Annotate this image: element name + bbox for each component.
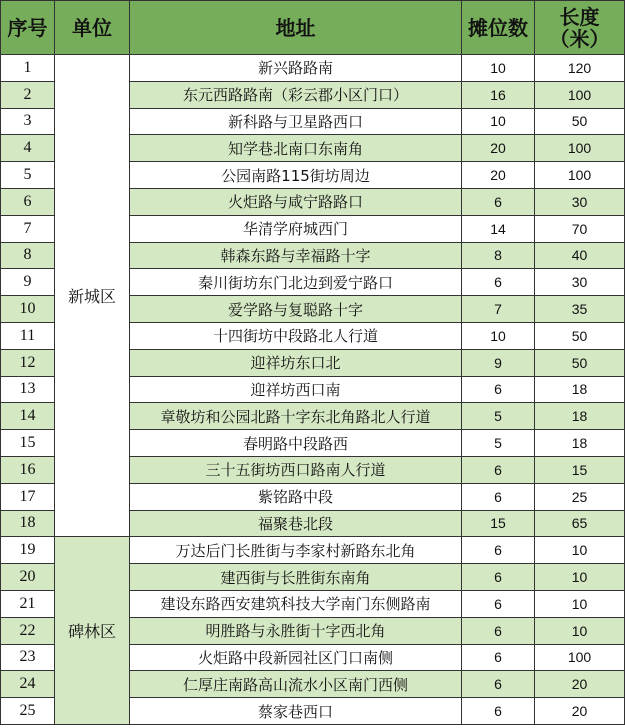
- index-cell: 7: [1, 216, 55, 243]
- index-cell: 21: [1, 591, 55, 618]
- header-stall-count: 摊位数: [462, 1, 535, 55]
- stall-count-cell: 6: [462, 269, 535, 296]
- unit-cell: 碑林区: [55, 537, 130, 725]
- index-cell: 6: [1, 189, 55, 216]
- length-cell: 30: [535, 269, 625, 296]
- length-cell: 18: [535, 430, 625, 457]
- address-cell: 迎祥坊西口南: [130, 377, 462, 404]
- index-cell: 3: [1, 109, 55, 136]
- length-cell: 30: [535, 189, 625, 216]
- length-cell: 10: [535, 537, 625, 564]
- stall-count-cell: 9: [462, 350, 535, 377]
- address-cell: 东元西路路南（彩云郡小区门口）: [130, 82, 462, 109]
- index-cell: 15: [1, 430, 55, 457]
- index-cell: 1: [1, 55, 55, 82]
- length-cell: 18: [535, 403, 625, 430]
- address-cell: 紫铭路中段: [130, 484, 462, 511]
- stall-count-cell: 10: [462, 109, 535, 136]
- index-cell: 5: [1, 162, 55, 189]
- length-cell: 10: [535, 564, 625, 591]
- stall-count-cell: 6: [462, 671, 535, 698]
- header-length: [535, 1, 625, 55]
- address-cell: 三十五街坊西口路南人行道: [130, 457, 462, 484]
- address-cell: 迎祥坊东口北: [130, 350, 462, 377]
- stall-count-cell: 15: [462, 511, 535, 538]
- length-cell: 100: [535, 645, 625, 672]
- stall-count-cell: 20: [462, 135, 535, 162]
- length-cell: 120: [535, 55, 625, 82]
- index-cell: 10: [1, 296, 55, 323]
- address-cell: 福聚巷北段: [130, 511, 462, 538]
- stall-count-cell: 16: [462, 82, 535, 109]
- length-cell: 50: [535, 323, 625, 350]
- address-cell: 秦川街坊东门北边到爱宁路口: [130, 269, 462, 296]
- header-length-label: 长度: [559, 4, 600, 29]
- index-cell: 2: [1, 82, 55, 109]
- length-cell: 100: [535, 82, 625, 109]
- address-cell: 韩森东路与幸福路十字: [130, 243, 462, 270]
- length-cell: 20: [535, 671, 625, 698]
- length-cell: 20: [535, 698, 625, 725]
- address-cell: 华清学府城西门: [130, 216, 462, 243]
- length-cell: 35: [535, 296, 625, 323]
- length-cell: 18: [535, 377, 625, 404]
- stall-count-cell: 6: [462, 457, 535, 484]
- address-cell: 章敬坊和公园北路十字东北角路北人行道: [130, 403, 462, 430]
- index-cell: 11: [1, 323, 55, 350]
- index-cell: 22: [1, 618, 55, 645]
- length-cell: 25: [535, 484, 625, 511]
- index-cell: 4: [1, 135, 55, 162]
- length-cell: 10: [535, 591, 625, 618]
- address-cell: 仁厚庄南路高山流水小区南门西侧: [130, 671, 462, 698]
- length-cell: 15: [535, 457, 625, 484]
- address-cell: 明胜路与永胜街十字西北角: [130, 618, 462, 645]
- stall-count-cell: 5: [462, 403, 535, 430]
- index-cell: 20: [1, 564, 55, 591]
- stall-count-cell: 10: [462, 323, 535, 350]
- index-cell: 12: [1, 350, 55, 377]
- address-cell: 万达后门长胜街与李家村新路东北角: [130, 537, 462, 564]
- index-cell: 19: [1, 537, 55, 564]
- header-unit: 单位: [55, 1, 130, 55]
- index-cell: 25: [1, 698, 55, 725]
- index-cell: 17: [1, 484, 55, 511]
- address-cell: 建设东路西安建筑科技大学南门东侧路南: [130, 591, 462, 618]
- stall-count-cell: 7: [462, 296, 535, 323]
- stall-count-cell: 6: [462, 618, 535, 645]
- stall-count-cell: 5: [462, 430, 535, 457]
- stall-count-cell: 6: [462, 377, 535, 404]
- stall-count-cell: 20: [462, 162, 535, 189]
- address-cell: 春明路中段路西: [130, 430, 462, 457]
- length-cell: 70: [535, 216, 625, 243]
- length-cell: 50: [535, 109, 625, 136]
- length-cell: 50: [535, 350, 625, 377]
- address-cell: 建西街与长胜街东南角: [130, 564, 462, 591]
- index-cell: 24: [1, 671, 55, 698]
- length-cell: 100: [535, 135, 625, 162]
- stall-count-cell: 6: [462, 189, 535, 216]
- address-cell: 十四街坊中段路北人行道: [130, 323, 462, 350]
- stall-count-cell: 6: [462, 484, 535, 511]
- index-cell: 8: [1, 243, 55, 270]
- address-cell: 蔡家巷西口: [130, 698, 462, 725]
- stall-count-cell: 6: [462, 645, 535, 672]
- address-cell: 公园南路115街坊周边: [130, 162, 462, 189]
- address-cell: 火炬路与咸宁路路口: [130, 189, 462, 216]
- address-cell: 新科路与卫星路西口: [130, 109, 462, 136]
- stall-count-cell: 6: [462, 698, 535, 725]
- address-cell: 知学巷北南口东南角: [130, 135, 462, 162]
- address-cell: 爱学路与复聪路十字: [130, 296, 462, 323]
- header-length-unit: （米）: [549, 26, 610, 51]
- stall-count-cell: 14: [462, 216, 535, 243]
- unit-cell: 新城区: [55, 55, 130, 537]
- index-cell: 23: [1, 645, 55, 672]
- address-cell: 新兴路路南: [130, 55, 462, 82]
- address-cell: 火炬路中段新园社区门口南侧: [130, 645, 462, 672]
- length-cell: 65: [535, 511, 625, 538]
- stall-count-cell: 6: [462, 591, 535, 618]
- index-cell: 14: [1, 403, 55, 430]
- stall-count-cell: 6: [462, 537, 535, 564]
- header-index: 序号: [1, 1, 55, 55]
- stall-count-cell: 8: [462, 243, 535, 270]
- index-cell: 9: [1, 269, 55, 296]
- header-address: 地址: [130, 1, 462, 55]
- length-cell: 100: [535, 162, 625, 189]
- index-cell: 13: [1, 377, 55, 404]
- stall-count-cell: 10: [462, 55, 535, 82]
- index-cell: 18: [1, 511, 55, 538]
- index-cell: 16: [1, 457, 55, 484]
- length-cell: 40: [535, 243, 625, 270]
- length-cell: 10: [535, 618, 625, 645]
- stall-count-cell: 6: [462, 564, 535, 591]
